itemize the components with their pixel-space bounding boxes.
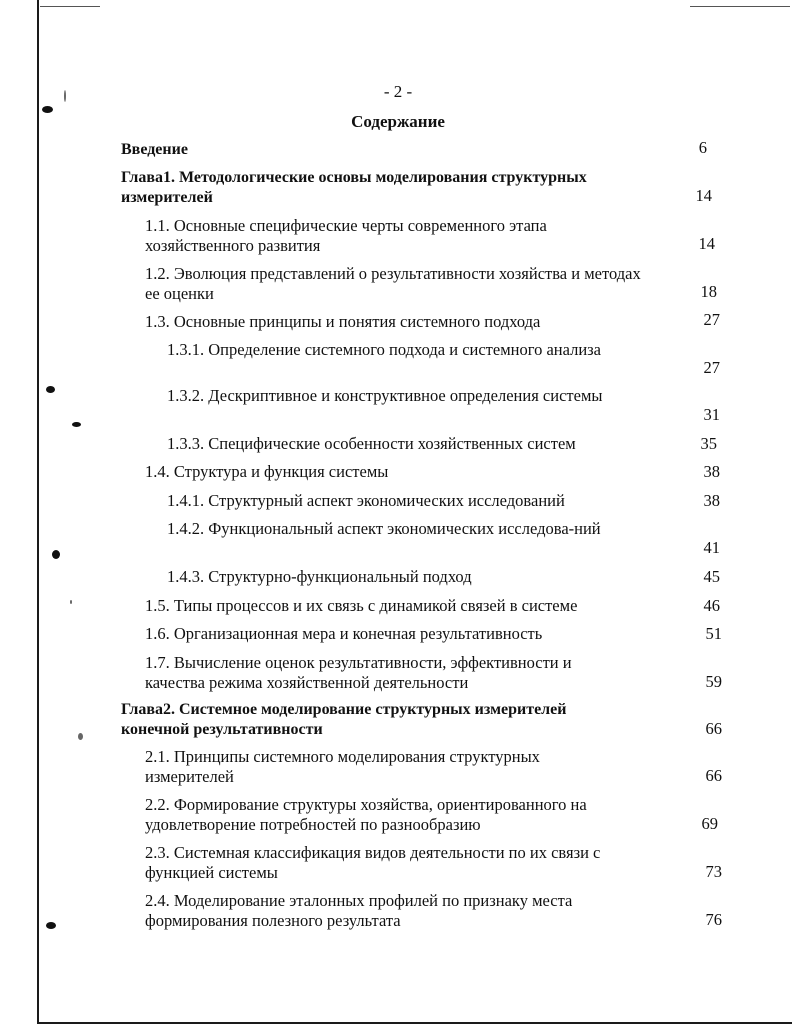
toc-entry-page: 73 <box>705 862 722 881</box>
toc-entry-page: 69 <box>701 814 718 833</box>
toc-entry-page: 35 <box>700 434 717 453</box>
toc-entry-chapter-1 <box>121 168 641 208</box>
toc-entry-page: 38 <box>703 462 720 481</box>
toc-entry-title: 1.4.1. Структурный аспект экономических исследований <box>167 491 565 510</box>
toc-entry-title: 1.3.3. Специфические особенности хозяйственных систем <box>167 434 576 453</box>
toc-entry-title: 1.6. Организационная мера и конечная результативность <box>145 624 543 643</box>
toc-entry-title: 1.3.1. Определение системного подхода и системного анализа <box>167 340 601 359</box>
toc-entry-title: 2.4. Моделирование эталонных профилей по признаку места формирования полезного результата <box>145 891 573 930</box>
toc-entry-1-3-2 <box>167 386 607 406</box>
toc-entry-1-3-3 <box>167 434 667 454</box>
toc-entry-title: 1.4.3. Структурно-функциональный подход <box>167 567 472 586</box>
toc-entry-intro <box>121 140 641 160</box>
toc-entry-page: 51 <box>705 624 722 643</box>
toc-entry-1-2 <box>145 264 645 304</box>
toc-entry-title: 1.1. Основные специфические черты современного этапа хозяйственного развития <box>145 216 547 255</box>
toc-entry-title: 2.2. Формирование структуры хозяйства, ориентированного на удовлетворение потребностей по разнообразию <box>145 795 587 834</box>
toc-entry-title: 2.3. Системная классификация видов деятельности по их связи с функцией системы <box>145 843 601 882</box>
toc-entry-1-3 <box>145 312 665 332</box>
toc-entry-1-4 <box>145 462 645 482</box>
toc-entry-2-4 <box>145 891 635 931</box>
toc-entry-title: 2.1. Принципы системного моделирования структурных измерителей <box>145 747 540 786</box>
toc-entry-page: 14 <box>695 186 712 205</box>
toc-entry-title: Глава1. Методологические основы моделирования структурных измерителей <box>121 169 587 206</box>
toc-entry-title: 1.3.2. Дескриптивное и конструктивное определения системы <box>167 386 603 405</box>
toc-entry-2-3 <box>145 843 615 883</box>
toc-entry-title: 1.7. Вычисление оценок результативности, эффективности и качества режима хозяйственной деятельности <box>145 653 572 692</box>
page-number: - 2 - <box>383 82 413 101</box>
toc-entry-2-2 <box>145 795 635 835</box>
toc-entry-page: 27 <box>703 358 720 377</box>
toc-entry-title: Введение <box>121 141 188 158</box>
toc-entry-page: 41 <box>703 538 720 557</box>
toc-entry-title: Глава2. Системное моделирование структурных измерителей конечной результативности <box>121 701 567 738</box>
toc-entry-1-6 <box>145 624 665 644</box>
toc-entry-page: 66 <box>705 719 722 738</box>
toc-entry-page: 46 <box>703 596 720 615</box>
toc-entry-title: 1.3. Основные принципы и понятия системного подхода <box>145 312 541 331</box>
toc-entry-2-1 <box>145 747 605 787</box>
toc-entry-page: 38 <box>703 491 720 510</box>
toc-entry-page: 27 <box>703 310 720 329</box>
toc-entry-1-5 <box>145 596 675 616</box>
toc-entry-chapter-2 <box>121 700 621 740</box>
toc-entry-page: 31 <box>703 405 720 424</box>
toc-entry-1-4-3 <box>167 567 667 587</box>
toc-entry-title: 1.4.2. Функциональный аспект экономических исследова-ний <box>167 519 601 538</box>
toc-entry-page: 76 <box>705 910 722 929</box>
toc-entry-page: 18 <box>700 282 717 301</box>
toc-entry-page: 45 <box>703 567 720 586</box>
toc-entry-title: 1.2. Эволюция представлений о результативности хозяйства и методах ее оценки <box>145 264 641 303</box>
toc-entry-1-4-2 <box>167 519 625 539</box>
toc-entry-title: 1.5. Типы процессов и их связь с динамикой связей в системе <box>145 596 578 615</box>
toc-title: Содержание <box>351 112 445 131</box>
toc-entry-1-1 <box>145 216 645 256</box>
toc-entry-page: 66 <box>705 766 722 785</box>
toc-entry-page: 59 <box>705 672 722 691</box>
toc-entry-1-7 <box>145 653 635 693</box>
toc-entry-page: 14 <box>698 234 715 253</box>
toc-entry-1-4-1 <box>167 491 667 511</box>
toc-entry-title: 1.4. Структура и функция системы <box>145 462 389 481</box>
toc-entry-page: 6 <box>698 138 707 157</box>
toc-entry-1-3-1 <box>167 340 607 360</box>
